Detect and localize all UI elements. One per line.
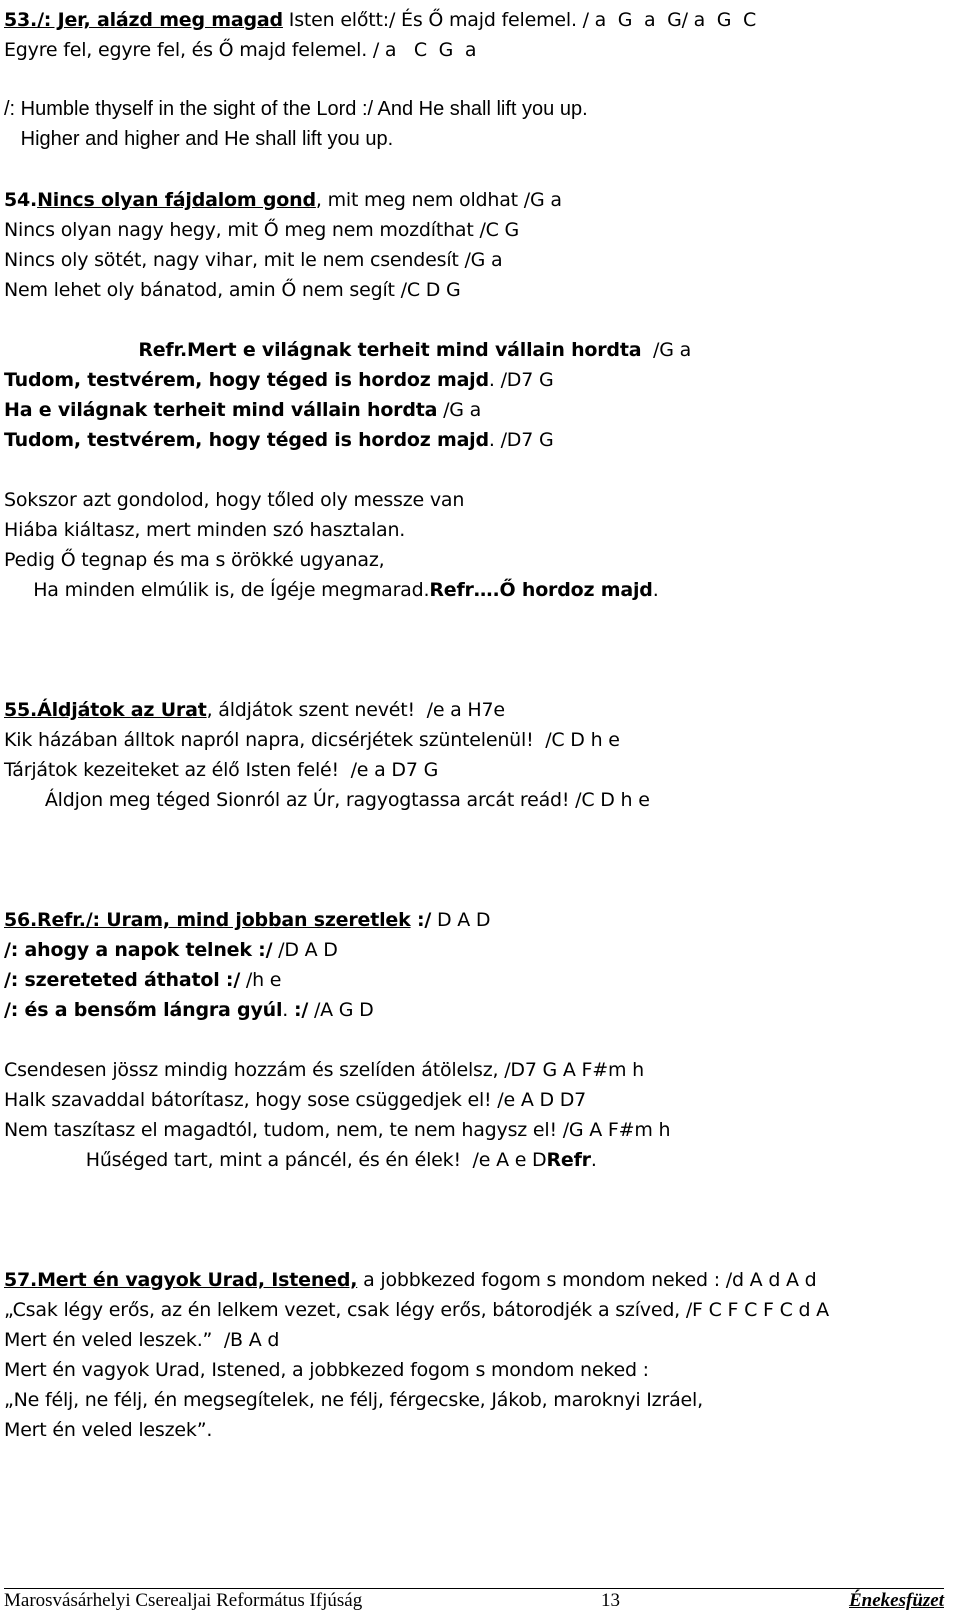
song-56-line [4,938,338,962]
text-run: /A G D [308,999,374,1021]
text-run: Csendesen jössz mindig hozzám és szelíden átölelsz, /D7 G A F#m h [4,1059,644,1081]
song-57-line [4,1388,703,1412]
song-56-line [4,908,490,932]
footer-booklet-title: Énekesfüzet [849,1590,944,1611]
song-54-line [4,578,659,602]
song-53-line [4,38,476,62]
text-run: /D A D [272,939,338,961]
page-footer [4,1588,944,1611]
song-54-line [4,218,519,242]
text-run: Kik házában álltok napról napra, dicsérjétek szüntelenül! /C D h e [4,729,620,751]
song-56-line [4,1118,670,1142]
text-run: Sokszor azt gondolod, hogy tőled oly messze van [4,489,465,511]
song-57-line [4,1358,649,1382]
song-56-line [4,1058,644,1082]
text-run: „Csak légy erős, az én lelkem vezet, csak légy erős, bátorodjék a szíved, /F C F C F C d A [4,1299,829,1321]
text-run: /: Uram, mind jobban szeretlek [85,909,411,931]
song-54-line [4,338,691,362]
song-57-line [4,1418,212,1442]
song-54-line [4,188,562,212]
song-57-line [4,1268,817,1292]
text-run: , mit meg nem oldhat /G a [315,189,562,211]
song-54-line [4,518,405,542]
song-56-line [4,1088,586,1112]
text-run: Áldjon meg téged Sionról az Úr, ragyogtassa arcát reád! /C D h e [4,789,650,811]
song-54-line [4,398,481,422]
song-54-line [4,248,503,272]
text-run: /h e [240,969,282,991]
text-run: 57. [4,1269,38,1291]
song-55-line [4,788,650,812]
text-run: Halk szavaddal bátorítasz, hogy sose csüggedjek el! /e A D D7 [4,1089,587,1111]
text-run: Refr.Mert e világnak terheit mind vállain hordta [138,339,642,361]
footer-page-number: 13 [601,1590,620,1611]
song-54-line [4,278,461,302]
text-run: Tárjátok kezeiteket az élő Isten felé! /e a D7 G [4,759,439,781]
text-run: Áldjátok az Urat [37,699,207,721]
text-run: a jobbkezed fogom s mondom neked : /d A d A d [357,1269,817,1291]
text-run: „Ne félj, ne félj, én megsegítelek, ne félj, férgecske, Jákob, maroknyi Izráel, [4,1389,703,1411]
text-run: Nincs oly sötét, nagy vihar, mit le nem csendesít /G a [4,249,503,271]
text-run: Refr….Ő hordoz majd [429,579,653,601]
text-run: Refr [546,1149,591,1171]
text-run [4,339,138,361]
text-run: Nem taszítasz el magadtól, tudom, nem, te nem hagysz el! /G A F#m h [4,1119,671,1141]
text-run: /G a [641,339,692,361]
text-run: 56.Refr. [4,909,86,931]
text-run: Tudom, testvérem, hogy téged is hordoz majd [4,429,489,451]
text-run: Hiába kiáltasz, mert minden szó hasztalan. [4,519,406,541]
song-57-line [4,1328,279,1352]
text-run: Higher and higher and He shall lift you up. [4,128,394,150]
text-run: . [590,1149,597,1171]
song-53-line [4,97,588,121]
text-run: Mert én vagyok Urad, Istened, [37,1269,358,1291]
song-57-line [4,1298,829,1322]
text-run: :/ [410,909,432,931]
text-run: Egyre fel, egyre fel, és Ő majd felemel. / a C G a [4,39,477,61]
text-run: Nincs olyan nagy hegy, mit Ő meg nem mozdíthat /C G [4,219,520,241]
text-run: Tudom, testvérem, hogy téged is hordoz majd [4,369,489,391]
song-56-line [4,1148,597,1172]
song-53-line [4,127,393,151]
text-run: /G a [437,399,482,421]
text-run: /: szereteted áthatol :/ [4,969,241,991]
text-run: /: ahogy a napok telnek :/ [4,939,273,961]
song-55-line [4,728,620,752]
text-run: Mert én veled leszek”. [4,1419,213,1441]
song-54-line [4,428,553,452]
text-run: . /D7 G [488,429,554,451]
text-run: . [282,999,294,1021]
text-run: /: és a bensőm lángra gyúl [4,999,283,1021]
text-run: , áldjátok szent nevét! /e a H7e [206,699,505,721]
text-run: Nincs olyan fájdalom gond [37,189,316,211]
text-run: 54. [4,189,38,211]
text-run: Ha e világnak terheit mind vállain hordta [4,399,438,421]
song-53-line [4,8,756,32]
text-run: Isten előtt:/ És Ő majd felemel. / a G a G/ a G C [282,9,757,31]
text-run: Mert én veled leszek.” /B A d [4,1329,280,1351]
footer-organization: Marosvásárhelyi Cserealjai Református Ifjúság [4,1590,363,1611]
text-run: Ha minden elmúlik is, de Ígéje megmarad. [4,579,430,601]
song-54-line [4,548,384,572]
song-56-line [4,998,374,1022]
text-run: 53. [4,9,38,31]
text-run: Pedig Ő tegnap és ma s örökké ugyanaz, [4,549,385,571]
text-run: D A D [431,909,491,931]
text-run: Mert én vagyok Urad, Istened, a jobbkezed fogom s mondom neked : [4,1359,649,1381]
song-54-line [4,368,553,392]
text-run: . /D7 G [488,369,554,391]
song-54-line [4,488,464,512]
text-run: :/ [293,999,309,1021]
text-run: . [652,579,659,601]
text-run: /: Jer, alázd meg magad [37,9,283,31]
song-55-line [4,758,438,782]
song-55-line [4,698,505,722]
text-run: /: Humble thyself in the sight of the Lord :/ And He shall lift you up. [4,98,588,120]
text-run: 55. [4,699,38,721]
text-run: Hűséged tart, mint a páncél, és én élek! /e A e D [4,1149,547,1171]
text-run: Nem lehet oly bánatod, amin Ő nem segít /C D G [4,279,461,301]
song-56-line [4,968,281,992]
